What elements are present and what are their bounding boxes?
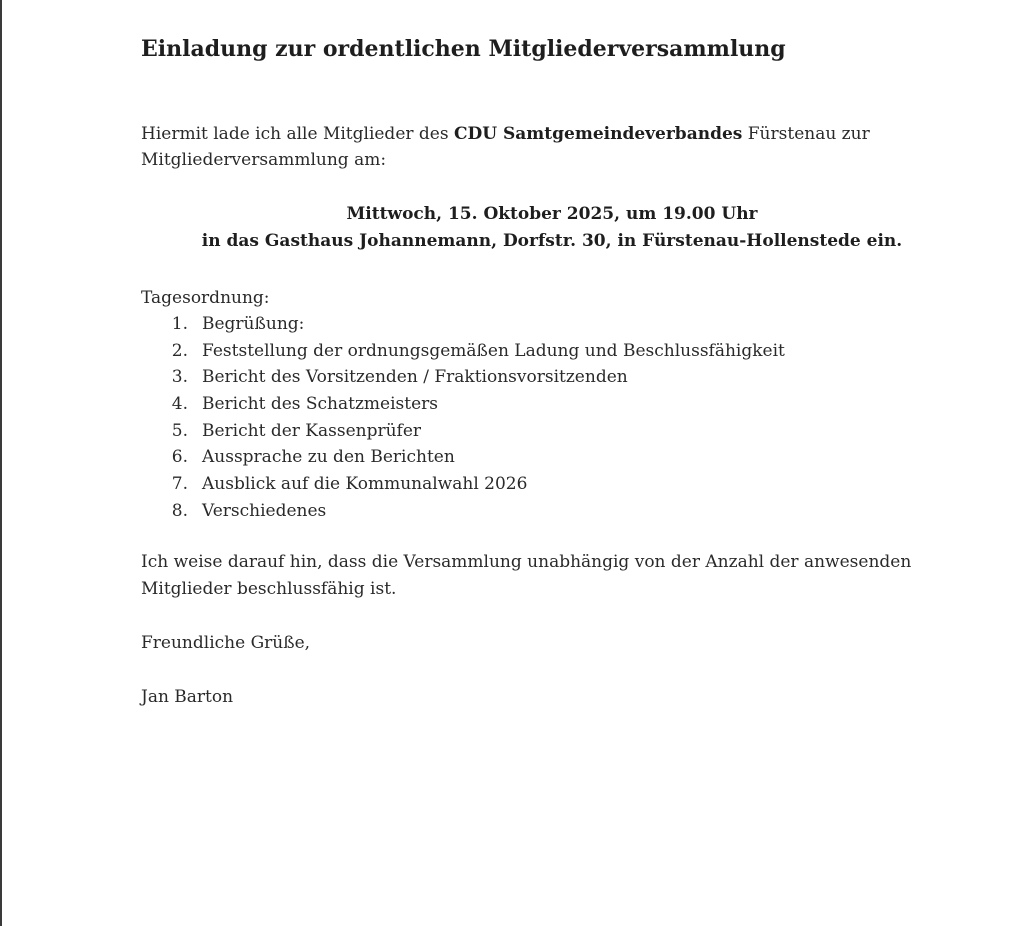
agenda-item-number: 4. bbox=[171, 394, 188, 415]
intro-text-end: Fürstenau zur Mitgliederversammlung am: bbox=[141, 124, 870, 170]
agenda-item-number: 3. bbox=[171, 367, 188, 388]
agenda-item-text: Aussprache zu den Berichten bbox=[202, 447, 455, 468]
agenda-item-text: Begrüßung: bbox=[202, 314, 305, 334]
agenda-item bbox=[141, 418, 785, 445]
intro-organization: CDU Samtgemeindeverbandes bbox=[453, 124, 743, 144]
intro-text-start: Hiermit lade ich alle Mitglieder des bbox=[141, 124, 454, 144]
agenda-item bbox=[141, 364, 785, 391]
agenda-item-text: Verschiedenes bbox=[202, 500, 327, 521]
agenda-item bbox=[141, 391, 785, 418]
agenda-item-text: Feststellung der ordnungsgemäßen Ladung und Beschlussfähigkeit bbox=[202, 340, 785, 361]
document-title: Einladung zur ordentlichen Mitgliederversammlung bbox=[141, 36, 786, 62]
agenda-item-number: 7. bbox=[171, 474, 188, 495]
quorum-note: Ich weise darauf hin, dass die Versammlung unabhängig von der Anzahl der anwesenden Mitglieder beschlussfähig ist. bbox=[141, 552, 912, 599]
agenda-label: Tagesordnung: bbox=[141, 288, 270, 308]
agenda-item-number: 5. bbox=[171, 420, 188, 441]
intro-paragraph bbox=[141, 121, 901, 173]
agenda-item-text: Bericht des Vorsitzenden / Fraktionsvorsitzenden bbox=[202, 367, 628, 388]
scan-edge bbox=[0, 0, 2, 926]
agenda-item bbox=[141, 338, 785, 365]
agenda-item bbox=[141, 471, 785, 498]
agenda-item bbox=[141, 498, 785, 525]
event-details bbox=[141, 201, 963, 255]
event-location: in das Gasthaus Johannemann, Dorfstr. 30, in Fürstenau-Hollenstede ein. bbox=[201, 231, 903, 251]
closing-greeting: Freundliche Grüße, bbox=[141, 633, 311, 653]
agenda-list bbox=[141, 311, 785, 525]
agenda-item-number: 1. bbox=[171, 314, 188, 334]
agenda-item-number: 6. bbox=[171, 447, 188, 468]
agenda-item-text: Bericht des Schatzmeisters bbox=[202, 394, 439, 415]
agenda-item-text: Ausblick auf die Kommunalwahl 2026 bbox=[202, 474, 528, 495]
agenda-item-number: 2. bbox=[171, 340, 188, 361]
agenda-item bbox=[141, 311, 785, 338]
signature-name: Jan Barton bbox=[141, 687, 234, 707]
agenda-item-number: 8. bbox=[171, 500, 188, 521]
agenda-item bbox=[141, 444, 785, 471]
agenda-item-text: Bericht der Kassenprüfer bbox=[202, 420, 422, 441]
event-date-time: Mittwoch, 15. Oktober 2025, um 19.00 Uhr bbox=[346, 204, 758, 224]
